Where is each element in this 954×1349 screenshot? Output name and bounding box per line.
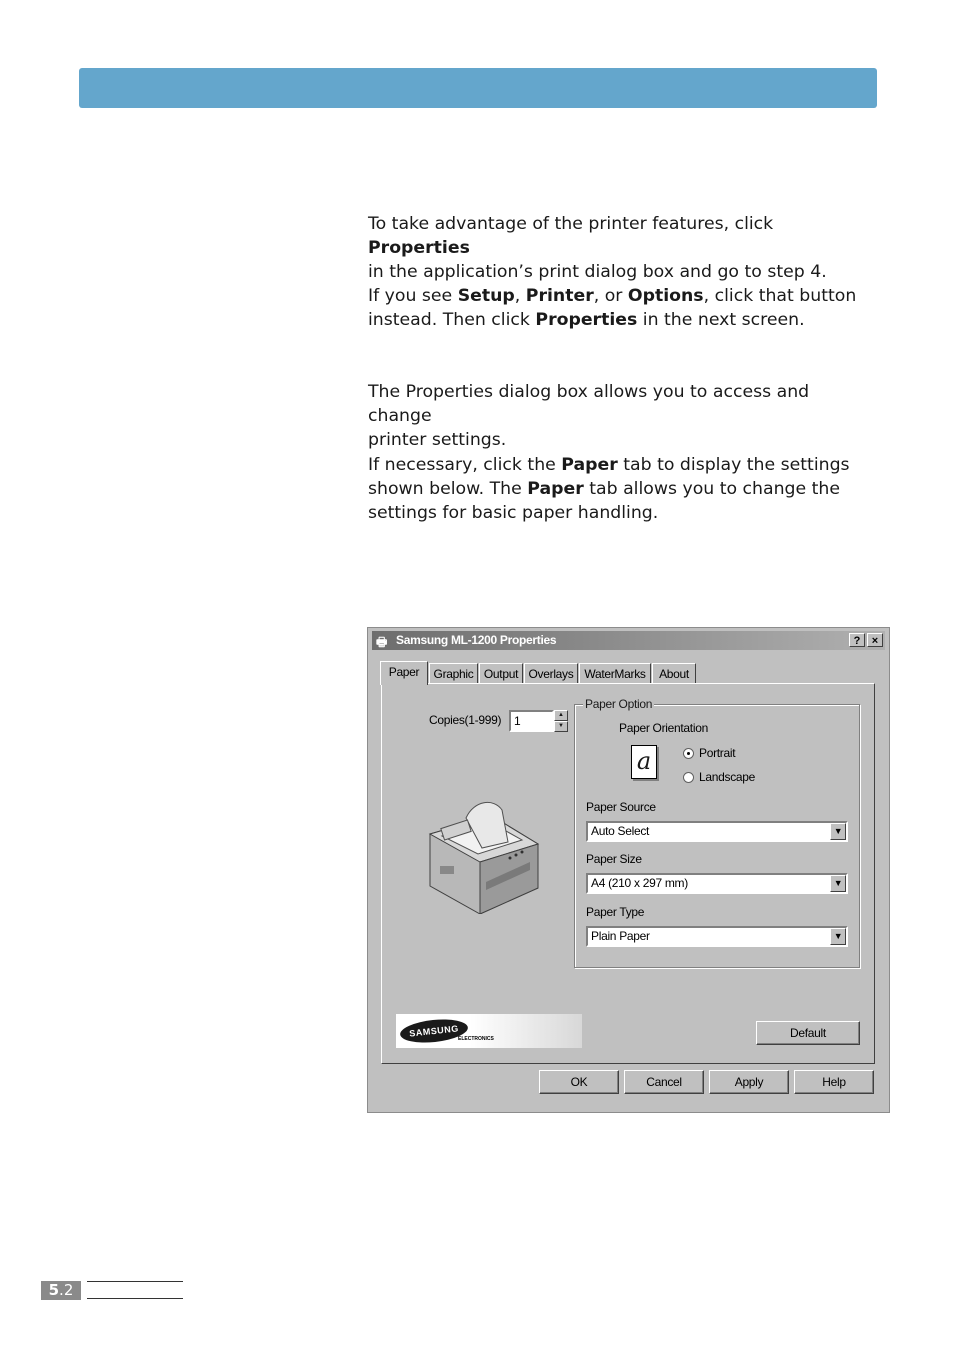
intro-paragraph (368, 212, 878, 284)
tab-graphic[interactable]: Graphic (429, 663, 478, 683)
paper-size-select[interactable] (586, 873, 848, 894)
samsung-logo (396, 1014, 582, 1048)
landscape-radio[interactable] (683, 772, 694, 783)
tab-paper[interactable]: Paper (380, 661, 428, 685)
chapter-number: 5 (48, 1281, 60, 1299)
portrait-label[interactable]: Portrait (699, 746, 736, 760)
chevron-down-icon[interactable]: ▼ (830, 928, 846, 945)
copies-stepper[interactable] (554, 710, 568, 732)
footer-rule (87, 1281, 183, 1299)
para-text: , (514, 286, 526, 306)
paper-type-value: Plain Paper (591, 929, 650, 943)
apply-button[interactable]: Apply (709, 1070, 789, 1094)
page-number: 5.2 (41, 1281, 81, 1300)
help-title-button[interactable]: ? (849, 633, 865, 647)
paper-type-label: Paper Type (586, 905, 645, 919)
tab-watermarks[interactable]: WaterMarks (579, 663, 651, 683)
bold-paper: Paper (561, 455, 618, 475)
paper-option-group (574, 697, 860, 968)
orientation-label: Paper Orientation (619, 721, 708, 735)
paper-tab-paragraph (368, 453, 878, 525)
properties-paragraph (368, 380, 878, 452)
para-text: in the next screen. (637, 310, 805, 330)
chevron-down-icon[interactable]: ▼ (830, 823, 846, 840)
header-bar (79, 68, 877, 108)
ok-button[interactable]: OK (539, 1070, 619, 1094)
para-text: instead. Then click (368, 310, 536, 330)
copies-input[interactable]: 1 (509, 710, 554, 732)
para-text: , or (593, 286, 628, 306)
tab-overlays[interactable]: Overlays (524, 663, 578, 683)
close-button[interactable]: × (867, 633, 883, 647)
paper-option-legend: Paper Option (585, 697, 653, 711)
cancel-button[interactable]: Cancel (624, 1070, 704, 1094)
paper-size-value: A4 (210 x 297 mm) (591, 876, 688, 890)
tab-output[interactable]: Output (479, 663, 523, 683)
spin-down-icon[interactable]: ▼ (554, 721, 568, 732)
portrait-radio[interactable] (683, 748, 694, 759)
properties-dialog (367, 627, 890, 1113)
printer-icon: 🖶 (376, 635, 388, 649)
dialog-title: Samsung ML-1200 Properties (396, 633, 557, 647)
paper-size-label: Paper Size (586, 852, 642, 866)
paper-source-label: Paper Source (586, 800, 656, 814)
default-button[interactable]: Default (756, 1021, 860, 1045)
para-text: printer settings. (368, 430, 507, 450)
tab-about[interactable]: About (652, 663, 696, 683)
portrait-page-icon: a (631, 745, 657, 779)
samsung-logo-text: SAMSUNG (399, 1017, 469, 1046)
printer-illustration (422, 796, 552, 914)
para-text: The Properties dialog box allows you to access and change (368, 382, 810, 426)
para-text: tab allows you to change the (583, 479, 841, 499)
bold-printer: Printer (525, 286, 594, 306)
para-text: shown below. The (368, 479, 528, 499)
spin-up-icon[interactable]: ▲ (554, 710, 568, 721)
para-text: tab to display the settings (617, 455, 850, 475)
bold-options: Options (627, 286, 704, 306)
bold-paper: Paper (527, 479, 584, 499)
para-text: If you see (368, 286, 458, 306)
para-text: If necessary, click the (368, 455, 562, 475)
bold-properties: Properties (368, 238, 470, 258)
bold-setup: Setup (457, 286, 515, 306)
paper-type-select[interactable] (586, 926, 848, 947)
samsung-logo-subtext: ELECTRONICS (458, 1036, 494, 1042)
dialog-titlebar (372, 631, 885, 650)
setup-paragraph (368, 284, 878, 332)
bold-properties: Properties (535, 310, 638, 330)
paper-source-value: Auto Select (591, 824, 650, 838)
para-text: , click that button (703, 286, 857, 306)
chevron-down-icon[interactable]: ▼ (830, 875, 846, 892)
para-text: in the application’s print dialog box and go to step 4. (368, 262, 827, 282)
help-button[interactable]: Help (794, 1070, 874, 1094)
paper-source-select[interactable] (586, 821, 848, 842)
copies-label: Copies(1-999) (429, 713, 502, 727)
page-number-value: 2 (63, 1281, 74, 1299)
paper-tab-panel (381, 683, 875, 1064)
para-text: To take advantage of the printer features, click (368, 214, 774, 234)
landscape-label[interactable]: Landscape (699, 770, 756, 784)
para-text: settings for basic paper handling. (368, 503, 659, 523)
